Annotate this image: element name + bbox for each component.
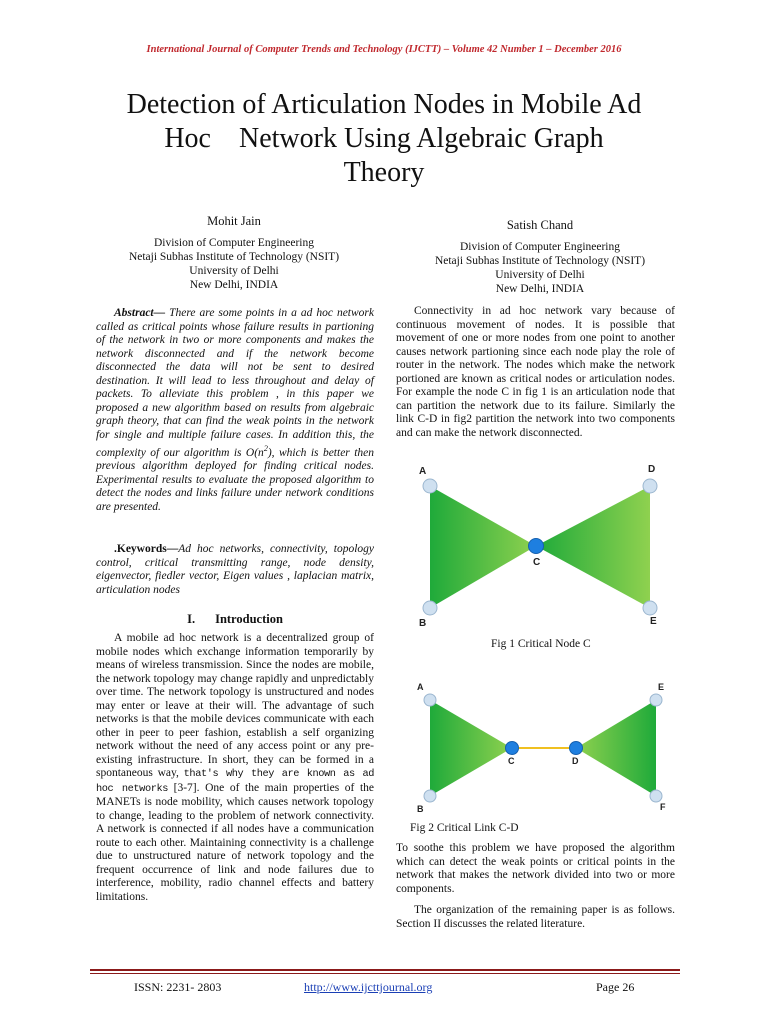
footer-rule xyxy=(90,969,680,971)
right-paragraph-2: To soothe this problem we have proposed the algorithm which can detect the weak points or critical points in the network that makes the network divided into two or more components. xyxy=(396,842,675,895)
figure-2-critical-link xyxy=(412,678,674,818)
author-affiliation-line: Division of Computer Engineering xyxy=(459,241,621,253)
label-c: C xyxy=(533,557,541,568)
keywords xyxy=(96,543,374,597)
author-affiliation-line: Division of Computer Engineering xyxy=(153,237,315,249)
keywords-text: Ad hoc networks, connectivity, topology control, critical transmitting range, node density, eigenvector, fiedler vector, Eigen values , laplacian matrix, articulation nodes xyxy=(96,543,374,596)
journal-link[interactable]: http://www.ijcttjournal.org xyxy=(304,980,433,994)
author-block-2 xyxy=(390,218,690,296)
label-e: E xyxy=(650,616,657,627)
section-heading-introduction xyxy=(96,612,374,627)
paper-title xyxy=(80,88,688,190)
author-block-1 xyxy=(84,214,384,292)
author-name: Mohit Jain xyxy=(207,214,261,228)
author-affiliation-line: Netaji Subhas Institute of Technology (NSIT) xyxy=(434,255,646,267)
abstract-text: There are some points in a ad hoc network called as critical points whose failure results in partioning of the network in two or more components and makes the network disconnected and if the network become disconnected the data will not be sent to desired destination. It will lead to less throughout and delay of packets. To alleviate this problem , in this paper we proposed a new algorithm based on results from algebraic graph theory, that can find the weak points in the network for single and multiple failure cases. In addition this, the complexity of our algorithm is O(n xyxy=(96,307,374,459)
footer-url[interactable] xyxy=(304,980,432,995)
node-d xyxy=(570,742,583,755)
author-affiliation-line: New Delhi, INDIA xyxy=(189,279,279,291)
author-name: Satish Chand xyxy=(506,218,574,232)
label-a: A xyxy=(419,466,427,477)
triangle-right xyxy=(536,486,650,608)
title-line: Theory xyxy=(343,157,425,188)
triangle-left xyxy=(430,700,512,796)
intro-text-typewriter: that's why they are known as ad hoc networks xyxy=(96,768,374,795)
intro-text-continued: [3-7]. One of the main properties of the MANETs is node mobility, which causes network topology to change, leading to the problem of network connectivity. A network is connected if all nodes have a communication route to each other. Maintaining connectivity is a challenge due to unstructured nature of network topology and the frequent occurrence of link and node failures due to interference, mobility, radio channel effects and battery limitations. xyxy=(96,781,374,903)
node-a xyxy=(423,479,437,493)
abstract-lead: Abstract— xyxy=(114,307,166,319)
right-paragraph-1: Connectivity in ad hoc network vary because of continuous movement of nodes. It is possible that movement of one or more nodes from one point to another causes network partioning since each node play the role of router in the network. The nodes which make the network portioned are known as critical nodes or articulation nodes. For example the node C in fig 1 is an articulation node that can partition the network due to its failure. Similarly the link C-D in fig2 partition the network into two components and can make the network disconnected. xyxy=(396,305,675,439)
node-a xyxy=(424,694,436,706)
footer-rule-thin xyxy=(90,973,680,974)
label-d: D xyxy=(572,756,579,766)
author-affiliation-line: Netaji Subhas Institute of Technology (NSIT) xyxy=(128,251,340,263)
author-affiliation-line: New Delhi, INDIA xyxy=(495,283,585,295)
keywords-lead: .Keywords— xyxy=(114,543,179,555)
label-a: A xyxy=(417,682,424,692)
title-line: Hoc Network Using Algebraic Graph xyxy=(164,123,604,154)
section-number: I. xyxy=(187,612,196,626)
label-b: B xyxy=(419,618,427,629)
label-c: C xyxy=(508,756,515,766)
figure-1-critical-node xyxy=(414,458,674,630)
figure-1-caption: Fig 1 Critical Node C xyxy=(491,638,591,650)
footer-page-number: Page 26 xyxy=(596,980,635,994)
node-e xyxy=(643,601,657,615)
footer-issn: ISSN: 2231- 2803 xyxy=(134,980,222,994)
author-affiliation-line: University of Delhi xyxy=(189,265,279,277)
intro-text: A mobile ad hoc network is a decentralized group of mobile nodes which exchange information temporarily by means of wireless transmission. Since the nodes are mobile, the network topology may change rapidly and unpredictably over time. The network topology is unstructured and nodes may enter or leave at their will. The advantage of such networks is that the mobile devices communicate with each other in peer to peer fashion, establish a self organizing network without the need of any access point or any pre-existing infrastructure. In short, they can be formed in a spontaneous way, xyxy=(96,632,374,779)
journal-header: International Journal of Computer Trends and Technology (IJCTT) – Volume 42 Number 1 – December 2016 xyxy=(146,44,622,55)
figure-2-caption: Fig 2 Critical Link C-D xyxy=(410,822,519,834)
node-f xyxy=(650,790,662,802)
node-c-critical xyxy=(529,539,544,554)
abstract-text-continued: ), which is better then previous algorithm deployed for finding critical nodes. Experimental results to evaluate the proposed algorithm to detect the nodes and links failure under network conditions are presented. xyxy=(96,446,375,513)
node-e xyxy=(650,694,662,706)
right-paragraph-3: The organization of the remaining paper is as follows. Section II discusses the related literature. xyxy=(396,904,675,930)
label-e: E xyxy=(658,682,665,692)
introduction-paragraph xyxy=(96,632,374,904)
label-d: D xyxy=(648,464,656,475)
section-title: Introduction xyxy=(215,612,283,626)
label-f: F xyxy=(660,802,666,812)
node-c xyxy=(506,742,519,755)
label-b: B xyxy=(417,804,424,814)
author-affiliation-line: University of Delhi xyxy=(495,269,585,281)
node-b xyxy=(423,601,437,615)
triangle-right xyxy=(576,700,656,796)
node-d xyxy=(643,479,657,493)
title-line: Detection of Articulation Nodes in Mobile Ad xyxy=(126,89,642,120)
abstract xyxy=(96,307,374,514)
abstract-superscript: 2 xyxy=(263,444,268,453)
triangle-left xyxy=(430,486,536,608)
node-b xyxy=(424,790,436,802)
